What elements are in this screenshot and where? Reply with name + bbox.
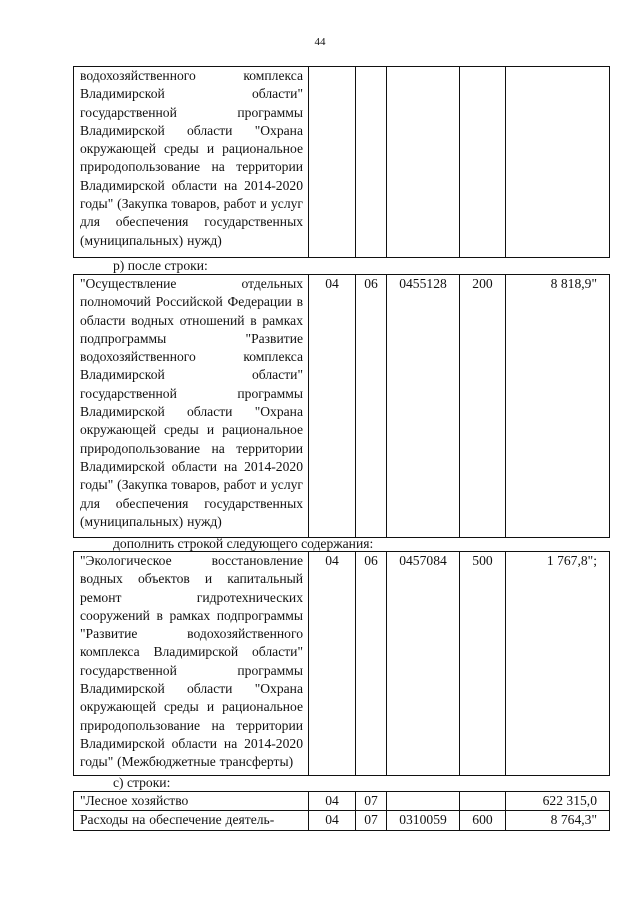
cell-target-article xyxy=(387,67,460,258)
cell-target-article: 0310059 xyxy=(387,811,460,830)
cell-target-article: 0457084 xyxy=(387,552,460,776)
budget-table-rows xyxy=(73,791,610,831)
page-number: 44 xyxy=(314,36,326,48)
cell-expense-type xyxy=(460,67,506,258)
cell-section: 04 xyxy=(309,275,356,538)
table-row xyxy=(74,792,610,811)
table-row xyxy=(74,811,610,830)
cell-subsection: 06 xyxy=(356,552,387,776)
row-description: "Экологическое восстановление водных объектов и капитальный ремонт гидротехнических сооружений в рамках подпрограммы "Развитие водохозяйственного комплекса Владимирской области" государственной программы Владимирской области "Охрана окружающей среды и рациональное природопользование на территории Владимирской области на 2014-2020 годы" (Межбюджетные трансферты) xyxy=(74,552,309,776)
row-description: "Лесное хозяйство xyxy=(74,792,309,811)
table-row xyxy=(74,552,610,776)
cell-expense-type: 200 xyxy=(460,275,506,538)
cell-amount: 8 764,3" xyxy=(506,811,610,830)
cell-section: 04 xyxy=(309,792,356,811)
cell-amount xyxy=(506,67,610,258)
table-row xyxy=(74,275,610,538)
cell-amount: 1 767,8"; xyxy=(506,552,610,776)
cell-section: 04 xyxy=(309,552,356,776)
caption-rows: с) строки: xyxy=(113,775,171,790)
cell-target-article xyxy=(387,792,460,811)
table-row xyxy=(74,67,610,258)
cell-subsection: 07 xyxy=(356,792,387,811)
row-description: водохозяйственного комплекса Владимирской области" государственной программы Владимирской области "Охрана окружающей среды и рациональное природопользование на территории Владимирской области на 2014-2020 годы" (Закупка товаров, работ и услуг для обеспечения государственных (муниципальных) нужд) xyxy=(74,67,309,258)
cell-expense-type: 500 xyxy=(460,552,506,776)
caption-after-row: р) после строки: xyxy=(113,258,208,273)
row-description: Расходы на обеспечение деятель- xyxy=(74,811,309,830)
row-description: "Осуществление отдельных полномочий Российской Федерации в области водных отношений в рамках подпрограммы "Развитие водохозяйственного комплекса Владимирской области" государственной программы Владимирской области "Охрана окружающей среды и рациональное природопользование на территории Владимирской области на 2014-2020 годы" (Закупка товаров, работ и услуг для обеспечения государственных (муниципальных) нужд) xyxy=(74,275,309,538)
caption-add-row: дополнить строкой следующего содержания: xyxy=(113,536,374,551)
budget-table-after-row xyxy=(73,274,610,538)
cell-target-article: 0455128 xyxy=(387,275,460,538)
cell-subsection: 07 xyxy=(356,811,387,830)
cell-amount: 622 315,0 xyxy=(506,792,610,811)
cell-expense-type xyxy=(460,792,506,811)
cell-expense-type: 600 xyxy=(460,811,506,830)
budget-table-added-row xyxy=(73,551,610,776)
cell-section xyxy=(309,67,356,258)
cell-subsection: 06 xyxy=(356,275,387,538)
cell-subsection xyxy=(356,67,387,258)
cell-section: 04 xyxy=(309,811,356,830)
cell-amount: 8 818,9" xyxy=(506,275,610,538)
budget-table-continuation xyxy=(73,66,610,258)
